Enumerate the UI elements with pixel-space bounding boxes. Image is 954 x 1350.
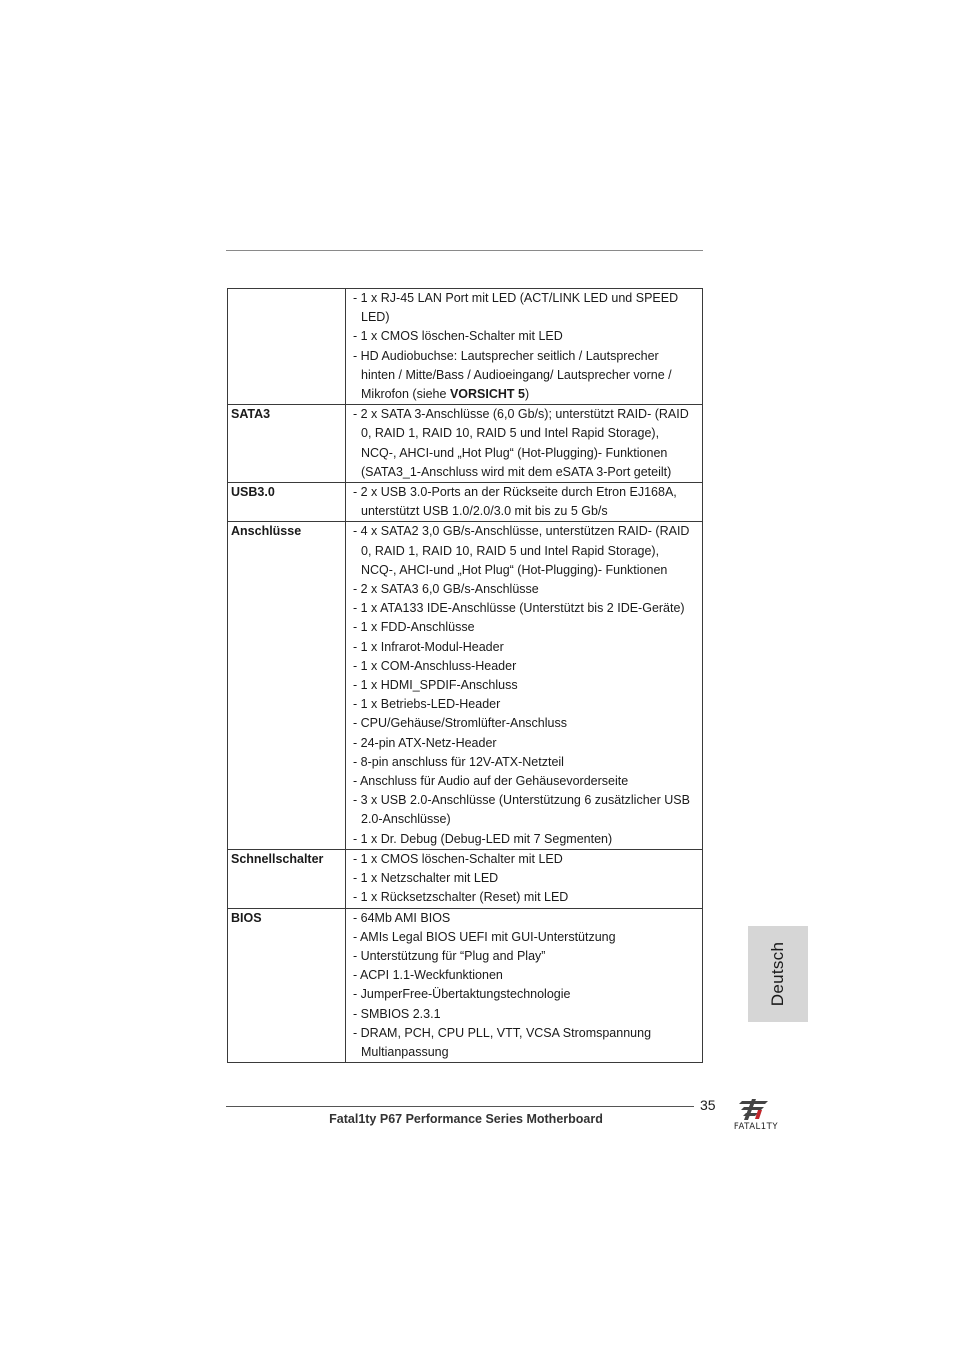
page-number: 35 <box>700 1097 716 1113</box>
fatal1ty-logo <box>728 1098 784 1136</box>
list-item: - 1 x Infrarot-Modul-Header <box>353 639 504 654</box>
row-label <box>228 289 346 405</box>
list-item: - 8-pin anschluss für 12V-ATX-Netzteil <box>353 754 564 769</box>
list-item: - 3 x USB 2.0-Anschlüsse (Unterstützung 6 zusätzlicher USB 2.0-Anschlüsse) <box>353 793 690 827</box>
footer-title: Fatal1ty P67 Performance Series Motherboard <box>329 1112 603 1126</box>
bottom-divider <box>226 1106 694 1107</box>
list-item: - 1 x CMOS löschen-Schalter mit LED <box>353 851 563 866</box>
item-text-suffix: ) <box>524 387 530 402</box>
row-content <box>346 522 703 849</box>
row-content <box>346 405 703 483</box>
list-item: - JumperFree-Übertaktungstechnologie <box>353 987 571 1002</box>
row-label: BIOS <box>228 908 346 1063</box>
table-row-io-continued <box>228 289 703 405</box>
list-item: - 1 x FDD-Anschlüsse <box>353 620 475 635</box>
list-item: - 1 x Dr. Debug (Debug-LED mit 7 Segmenten) <box>353 831 613 846</box>
list-item: - 1 x Rücksetzschalter (Reset) mit LED <box>353 890 569 905</box>
list-item: - 2 x SATA 3-Anschlüsse (6,0 Gb/s); unterstützt RAID- (RAID 0, RAID 1, RAID 10, RAID 5 und Intel Rapid Storage), NCQ-, AHCI-und „Hot Plug“ (Hot-Plugging)- Funktionen (SATA3_1-Anschluss wird mit dem eSATA 3-Port geteilt) <box>353 407 689 479</box>
table-row-sata3 <box>228 405 703 483</box>
row-label: Schnellschalter <box>228 849 346 908</box>
list-item: - 1 x HDMI_SPDIF-Anschluss <box>353 678 518 693</box>
list-item: - AMIs Legal BIOS UEFI mit GUI-Unterstützung <box>353 929 616 944</box>
list-item: - 4 x SATA2 3,0 GB/s-Anschlüsse, unterstützen RAID- (RAID 0, RAID 1, RAID 10, RAID 5 und Intel Rapid Storage), NCQ-, AHCI-und „Hot Plug“ (Hot-Plugging)- Funktionen <box>353 524 690 577</box>
list-item: - 2 x USB 3.0-Ports an der Rückseite durch Etron EJ168A, unterstützt USB 1.0/2.0/3.0 mit bis zu 5 Gb/s <box>353 485 677 519</box>
list-item: - CPU/Gehäuse/Stromlüfter-Anschluss <box>353 716 567 731</box>
list-item: - 2 x SATA3 6,0 GB/s-Anschlüsse <box>353 582 539 597</box>
list-item: - Unterstützung für “Plug and Play” <box>353 948 546 963</box>
item-text: - HD Audiobuchse: Lautsprecher seitlich / Lautsprecher hinten / Mitte/Bass / Audioeingang/ Lautsprecher vorne / Mikrofon (siehe <box>353 348 672 402</box>
row-label: SATA3 <box>228 405 346 483</box>
table-row-usb3 <box>228 483 703 522</box>
list-item: - 1 x ATA133 IDE-Anschlüsse (Unterstützt bis 2 IDE-Geräte) <box>353 601 685 616</box>
list-item: - 1 x COM-Anschluss-Header <box>353 658 517 673</box>
list-item: - 24-pin ATX-Netz-Header <box>353 735 497 750</box>
caution-reference: VORSICHT 5 <box>449 387 525 402</box>
language-tab <box>748 926 808 1022</box>
language-tab-label: Deutsch <box>768 941 787 1007</box>
list-item: - Anschluss für Audio auf der Gehäusevorderseite <box>353 774 629 789</box>
top-divider <box>226 250 703 251</box>
spec-table <box>227 288 703 1063</box>
list-item: - 64Mb AMI BIOS <box>353 910 451 925</box>
table-row-connectors <box>228 522 703 849</box>
list-item: - DRAM, PCH, CPU PLL, VTT, VCSA Stromspannung Multianpassung <box>353 1025 652 1059</box>
table-row-bios <box>228 908 703 1063</box>
fatal1ty-logo-icon <box>728 1098 784 1122</box>
row-content <box>346 908 703 1063</box>
row-content <box>346 483 703 522</box>
list-item: - 1 x Netzschalter mit LED <box>353 871 499 886</box>
list-item: - 1 x Betriebs-LED-Header <box>353 697 501 712</box>
logo-wordmark: FATAL1TY <box>733 1122 779 1132</box>
list-item <box>353 347 694 405</box>
row-label: USB3.0 <box>228 483 346 522</box>
table-row-quick-switches <box>228 849 703 908</box>
list-item: - SMBIOS 2.3.1 <box>353 1006 441 1021</box>
list-item: - 1 x RJ-45 LAN Port mit LED (ACT/LINK LED und SPEED LED) <box>353 291 679 325</box>
list-item: - 1 x CMOS löschen-Schalter mit LED <box>353 329 563 344</box>
row-content <box>346 289 703 405</box>
row-content <box>346 849 703 908</box>
row-label: Anschlüsse <box>228 522 346 849</box>
list-item: - ACPI 1.1-Weckfunktionen <box>353 968 503 983</box>
